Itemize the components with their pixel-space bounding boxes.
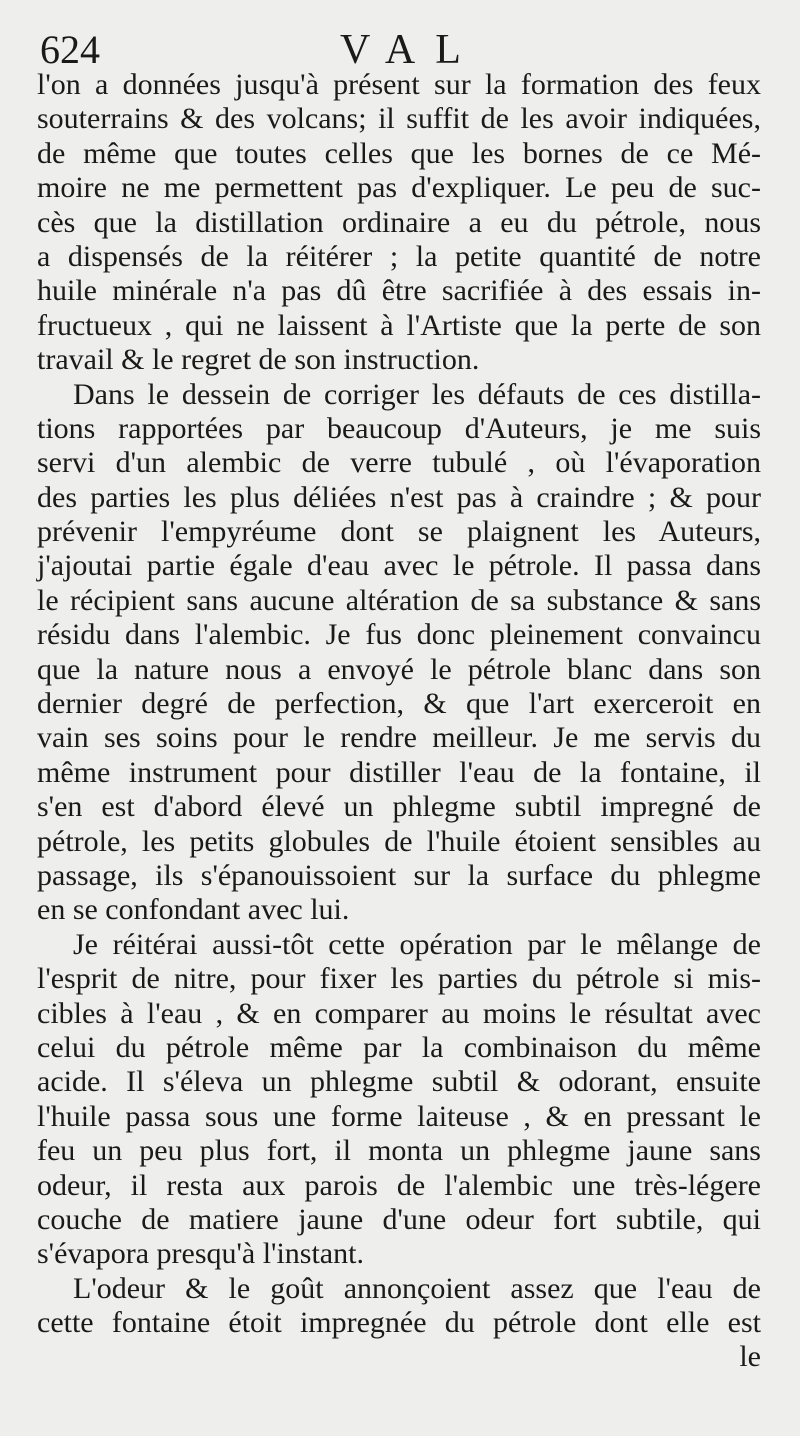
text-line: que la nature nous a envoyé le pétrole blanc dans son xyxy=(37,652,761,686)
text-line: pétrole, les petits globules de l'huile étoient sensibles au xyxy=(37,824,761,858)
text-line: en se confondant avec lui. xyxy=(37,893,350,927)
text-line: fructueux , qui ne laissent à l'Artiste que la perte de son xyxy=(37,308,761,342)
text-line: prévenir l'empyréume dont se plaignent les Auteurs, xyxy=(37,515,761,549)
text-line: servi d'un alembic de verre tubulé , où l'évaporation xyxy=(37,446,761,480)
text-line: huile minérale n'a pas dû être sacrifiée à des essais in- xyxy=(37,274,761,308)
text-line: l'huile passa sous une forme laiteuse , & en pressant le xyxy=(37,1099,761,1133)
paragraph xyxy=(37,378,761,928)
text-line: l'esprit de nitre, pour fixer les parties du pétrole si mis- xyxy=(37,962,761,996)
text-line: l'on a données jusqu'à présent sur la formation des feux xyxy=(37,68,761,101)
paragraph xyxy=(37,1272,761,1341)
text-line: de même que toutes celles que les bornes de ce Mé- xyxy=(37,136,761,170)
text-line: couche de matiere jaune d'une odeur fort subtile, qui xyxy=(37,1202,761,1236)
text-line: vain ses soins pour le rendre meilleur. Je me servis du xyxy=(37,721,761,755)
text-line: a dispensés de la réitérer ; la petite quantité de notre xyxy=(37,239,761,273)
text-line: résidu dans l'alembic. Je fus donc pleinement convaincu xyxy=(37,618,761,652)
text-line: L'odeur & le goût annonçoient assez que l'eau de xyxy=(73,1271,761,1305)
text-line: celui du pétrole même par la combinaison du même xyxy=(37,1030,761,1064)
text-line: feu un peu plus fort, il monta un phlegme jaune sans xyxy=(37,1134,761,1168)
text-line: dernier degré de perfection, & que l'art exerceroit en xyxy=(37,687,761,721)
text-line: le récipient sans aucune altération de sa substance & sans xyxy=(37,583,761,617)
text-line: passage, ils s'épanouissoient sur la surface du phlegme xyxy=(37,858,761,892)
catchword: le xyxy=(739,1340,761,1374)
text-line: s'évapora presqu'à l'instant. xyxy=(37,1237,364,1271)
text-line: même instrument pour distiller l'eau de la fontaine, il xyxy=(37,755,761,789)
text-line: souterrains & des volcans; il suffit de les avoir indiquées, xyxy=(37,102,761,136)
running-head: VAL xyxy=(340,27,481,73)
page-number: 624 xyxy=(40,27,100,72)
paragraph xyxy=(37,928,761,1272)
text-line: Dans le dessein de corriger les défauts de ces distilla- xyxy=(73,377,761,411)
text-line: cibles à l'eau , & en comparer au moins le résultat avec xyxy=(37,996,761,1030)
text-line: j'ajoutai partie égale d'eau avec le pétrole. Il passa dans xyxy=(37,549,761,583)
text-line: tions rapportées par beaucoup d'Auteurs, je me suis xyxy=(37,411,761,445)
text-line: cette fontaine étoit impregnée du pétrole dont elle est xyxy=(37,1306,761,1340)
text-line: travail & le regret de son instruction. xyxy=(37,343,480,377)
paragraph xyxy=(37,68,761,378)
text-line: odeur, il resta aux parois de l'alembic une très-légere xyxy=(37,1168,761,1202)
page-header xyxy=(0,20,800,73)
text-line: cès que la distillation ordinaire a eu du pétrole, nous xyxy=(37,205,761,239)
text-line: moire ne me permettent pas d'expliquer. Le peu de suc- xyxy=(37,171,761,205)
text-line: des parties les plus déliées n'est pas à craindre ; & pour xyxy=(37,480,761,514)
body-text xyxy=(37,68,761,1375)
text-line: acide. Il s'éleva un phlegme subtil & odorant, ensuite xyxy=(37,1065,761,1099)
text-line: Je réitérai aussi-tôt cette opération par le mêlange de xyxy=(73,927,761,961)
text-line: s'en est d'abord élevé un phlegme subtil impregné de xyxy=(37,790,761,824)
